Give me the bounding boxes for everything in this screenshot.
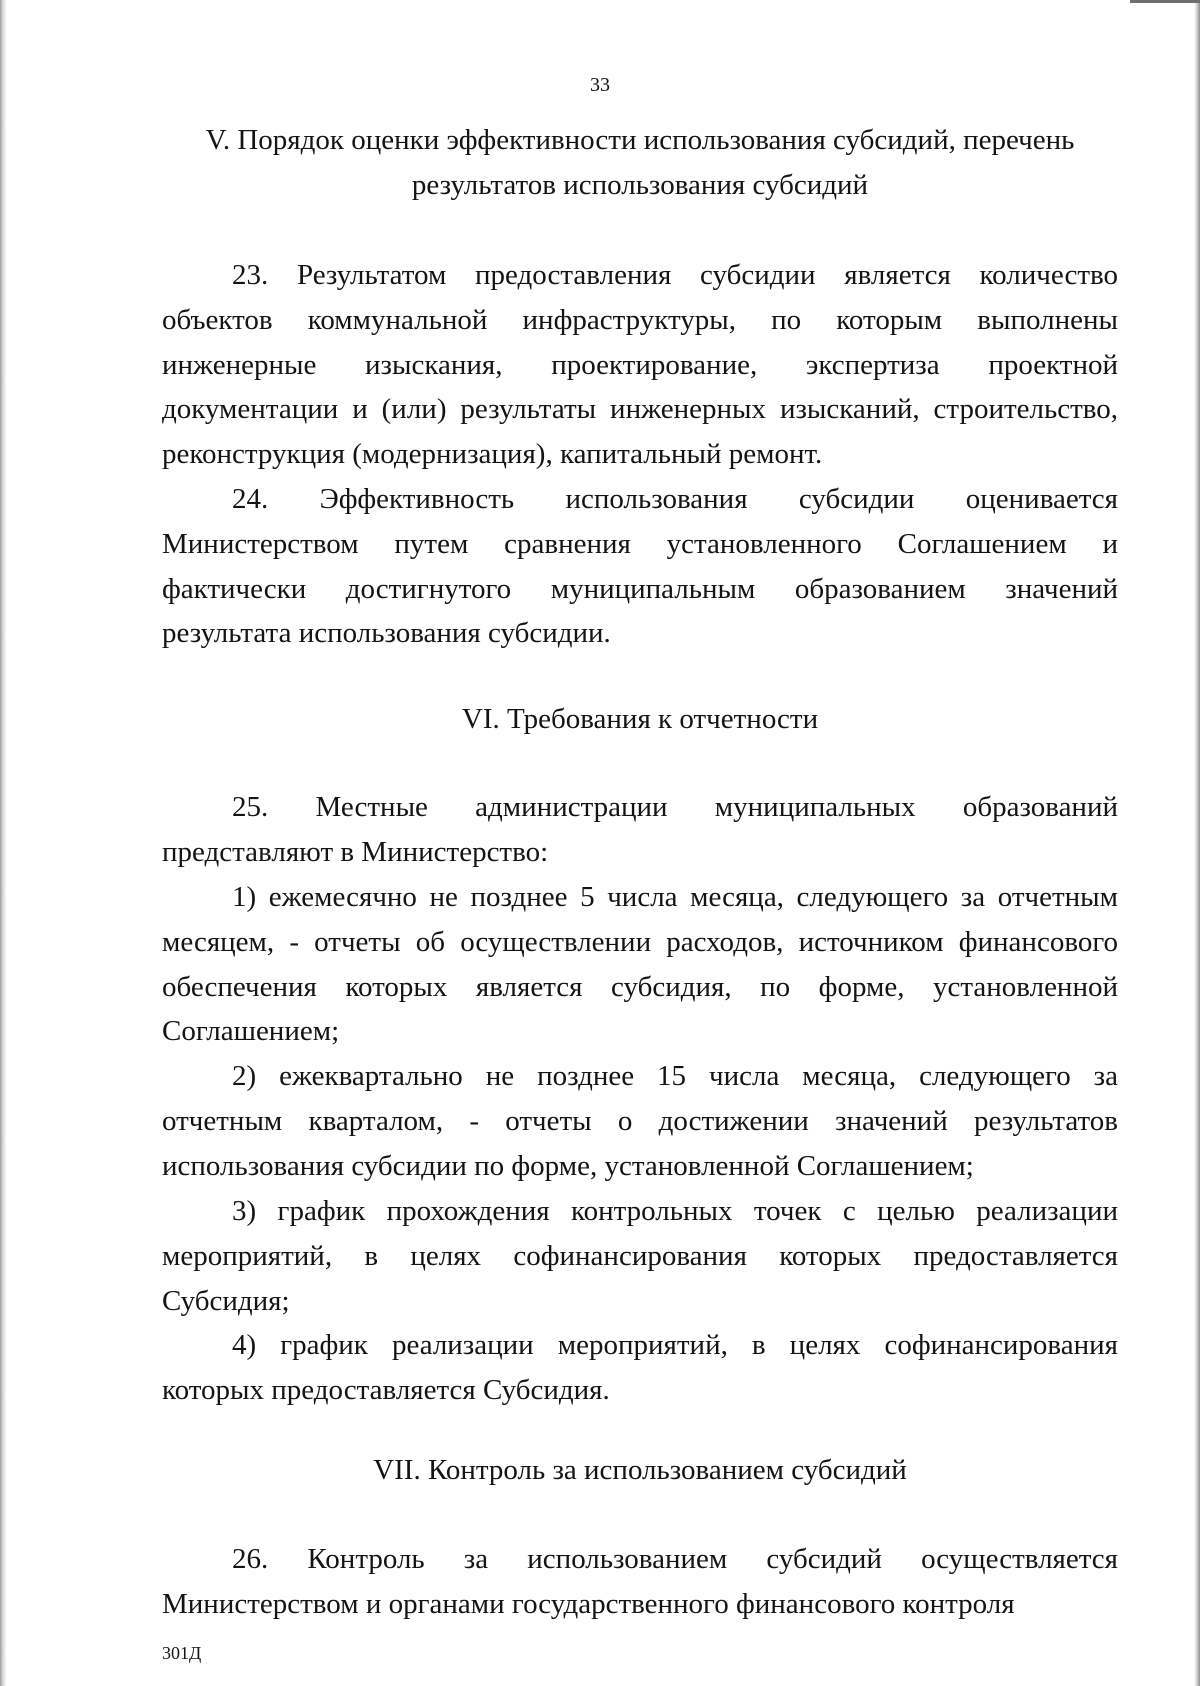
scan-edge-left	[0, 0, 7, 1686]
paragraph-25-item-2: 2) ежеквартально не позднее 15 числа месяца, следующего за отчетным кварталом, - отчеты о достижении значений результатов использования субсидии по форме, установленной Соглашением;	[162, 1060, 1118, 1182]
paragraph-26: 26. Контроль за использованием субсидий осуществляется Министерством и органами государственного финансового контроля	[162, 1543, 1118, 1620]
scan-corner-mark	[1130, 0, 1200, 3]
paragraph-25: 25. Местные администрации муниципальных образований представляют в Министерство:	[162, 791, 1118, 868]
paragraph-24: 24. Эффективность использования субсидии оценивается Министерством путем сравнения установленного Соглашением и фактически достигнутого муниципальным образованием значений результата использования субсидии.	[162, 483, 1118, 650]
document-code: 301Д	[162, 1643, 202, 1663]
section-heading-vi: VI. Требования к отчетности	[461, 703, 819, 735]
paragraph-25-item-4: 4) график реализации мероприятий, в целях софинансирования которых предоставляется Субсидия.	[162, 1329, 1118, 1406]
paragraph-25-item-3: 3) график прохождения контрольных точек с целью реализации мероприятий, в целях софинансирования которых предоставляется Субсидия;	[162, 1195, 1118, 1317]
page-number: 33	[590, 74, 610, 96]
paragraph-25-item-1: 1) ежемесячно не позднее 5 числа месяца, следующего за отчетным месяцем, - отчеты об осуществлении расходов, источником финансового обеспечения которых является субсидия, по форме, установленной Соглашением;	[162, 881, 1118, 1048]
scan-edge-right	[1194, 0, 1200, 1686]
section-heading-vii: VII. Контроль за использованием субсидий	[373, 1454, 907, 1486]
paragraph-23: 23. Результатом предоставления субсидии является количество объектов коммунальной инфраструктуры, по которым выполнены инженерные изыскания, проектирование, экспертиза проектной документации и (или) результаты инженерных изысканий, строительство, реконструкция (модернизация), капитальный ремонт.	[162, 259, 1118, 471]
section-heading-v: V. Порядок оценки эффективности использования субсидий, перечень результатов использования субсидий	[205, 124, 1075, 201]
